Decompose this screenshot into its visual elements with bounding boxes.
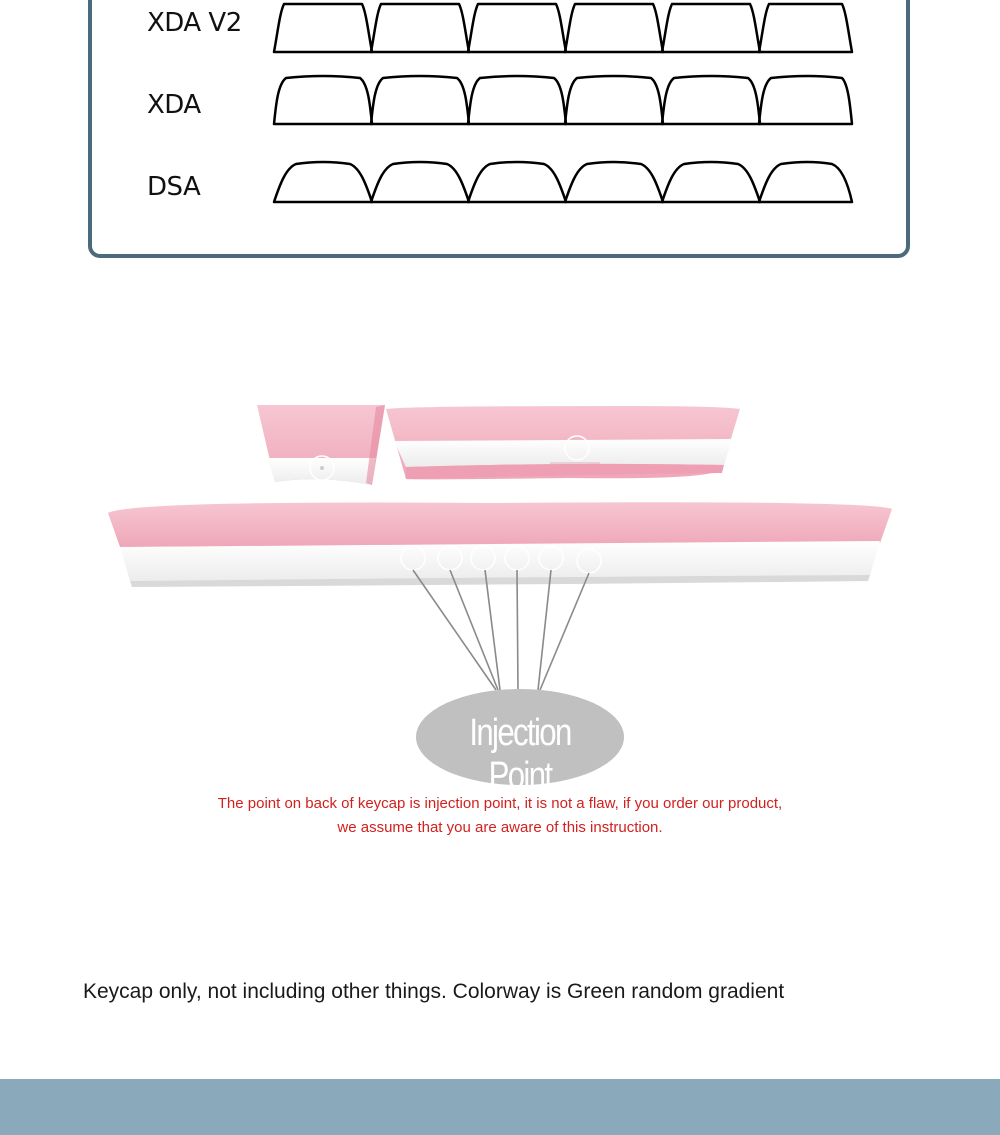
- profile-label-xda-v2: XDA V2: [147, 8, 242, 38]
- profile-label-dsa: DSA: [147, 172, 201, 202]
- medium-keycap: [386, 406, 740, 479]
- keycap-shape: [371, 162, 469, 202]
- spacebar-keycap: [108, 502, 892, 690]
- keycap-shape: [468, 162, 566, 202]
- injection-notice-line-2: we assume that you are aware of this instruction.: [337, 819, 663, 836]
- keycap-shape: [468, 4, 566, 52]
- profile-row-xda-v2: [272, 0, 854, 56]
- keycap-shape: [662, 4, 760, 52]
- profile-row-dsa: [272, 154, 854, 210]
- footer-band: [0, 1079, 1000, 1135]
- keycap-shape: [274, 4, 372, 52]
- keycap-shape: [371, 76, 469, 124]
- keycap-shape: [759, 76, 852, 124]
- keycap-shape: [759, 162, 852, 202]
- keycap-shape: [565, 4, 663, 52]
- keycap-shape: [274, 162, 372, 202]
- injection-point-title: Injection Point: [469, 712, 571, 797]
- small-keycap: [257, 405, 385, 485]
- pointer-lines: [413, 570, 589, 690]
- keycap-shape: [274, 76, 372, 124]
- keycap-shape: [565, 76, 663, 124]
- profile-label-xda: XDA: [147, 90, 201, 120]
- injection-notice-line-1: The point on back of keycap is injection point, it is not a flaw, if you order our product,: [217, 795, 783, 812]
- profile-row-xda: [272, 74, 854, 130]
- keycap-shape: [662, 162, 760, 202]
- keycap-shape: [565, 162, 663, 202]
- keycap-shape: [662, 76, 760, 124]
- keycap-shape: [468, 76, 566, 124]
- keycap-shape: [759, 4, 852, 52]
- product-disclaimer: Keycap only, not including other things. Colorway is Green random gradient: [83, 980, 785, 1003]
- keycap-shape: [371, 4, 469, 52]
